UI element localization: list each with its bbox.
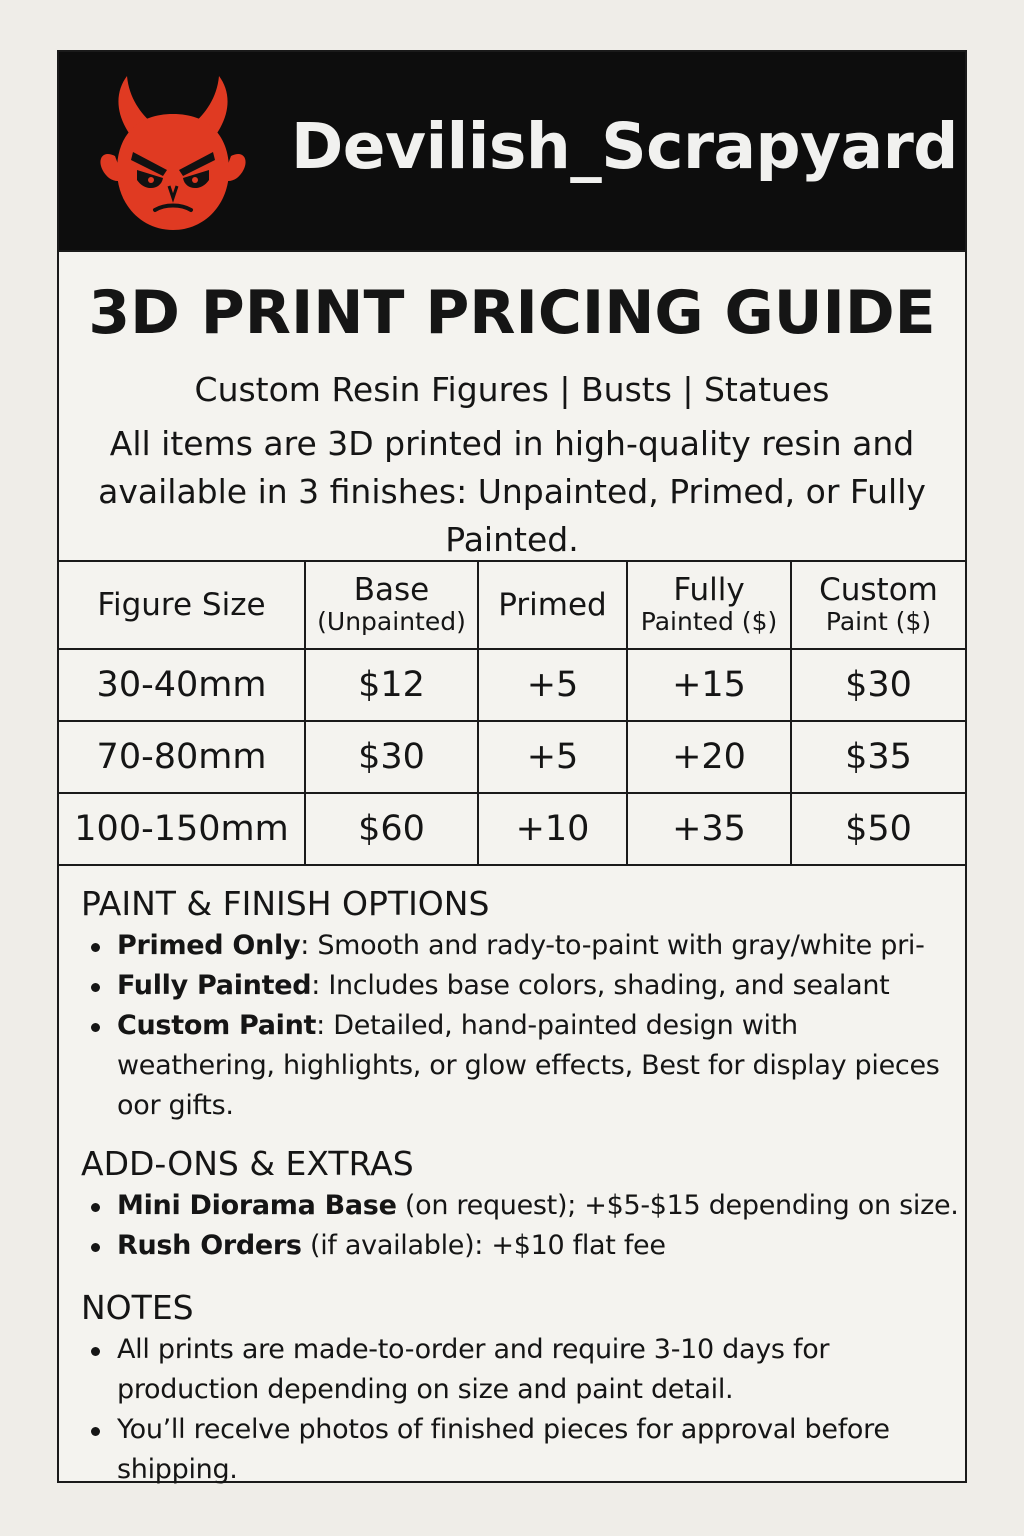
description: All items are 3D printed in high-quality resin and available in 3 finishes: Unpainted, Primed, or Fully Painted. [98,424,926,559]
table-row [59,721,965,793]
brand-name: Devilish_Scrapyard [291,110,958,183]
devil-head-icon [93,74,253,234]
table-cell: +10 [478,793,627,865]
table-row [59,793,965,865]
intro-section [59,250,965,562]
list-item [81,1226,961,1266]
table-cell: +35 [627,793,791,865]
item-text: (if available): +$10 flat fee [301,1230,666,1261]
table-cell: 100-150mm [59,793,305,865]
table-cell: +5 [478,649,627,721]
table-cell: +15 [627,649,791,721]
list-item: Custom Paint: Detailed, hand-painted design with weathering, highlights, or glow effects, Best for display pieces oor gifts. [81,1006,961,1126]
table-cell: $60 [305,793,478,865]
list-item: You’ll recelve photos of finished pieces for approval before shipping. [81,1410,961,1490]
table-cell: $35 [791,721,965,793]
table-cell: $30 [305,721,478,793]
item-text: Detailed, hand-painted design with weathering, highlights, or glow effects, Best for display pieces oor gifts. [117,1010,940,1121]
addons-list [81,1186,961,1266]
header-primed: Primed [478,562,627,649]
header-fully-painted: Fully Painted ($) [627,562,791,649]
item-label: Mini Diorama Base [117,1190,397,1221]
item-text: Includes base colors, shading, and sealant [320,970,890,1001]
details-section [81,884,961,1490]
paint-options-list [81,926,961,1126]
table-cell: $12 [305,649,478,721]
item-label: Custom Paint [117,1010,317,1041]
table-cell: +5 [478,721,627,793]
item-text: (on request); +$5-$15 depending on size. [396,1190,959,1221]
page-title: 3D PRINT PRICING GUIDE [88,278,936,348]
table-cell: $50 [791,793,965,865]
item-text: Smooth and rady-to-paint with gray/white pri- [309,930,925,961]
notes-list [81,1330,961,1490]
header-custom-paint: Custom Paint ($) [791,562,965,649]
list-item: Primed Only: Smooth and rady-to-paint with gray/white pri- [81,926,961,966]
pricing-card [57,50,967,1483]
header-figure-size: Figure Size [59,562,305,649]
item-label: Primed Only [117,930,301,961]
table-row [59,649,965,721]
item-label: Fully Painted [117,970,312,1001]
list-item: All prints are made-to-order and require 3-10 days for production depending on size and paint detail. [81,1330,961,1410]
item-label: Rush Orders [117,1230,302,1261]
table-cell: 70-80mm [59,721,305,793]
list-item: Fully Painted: Includes base colors, shading, and sealant [81,966,961,1006]
table-cell: $30 [791,649,965,721]
pricing-table [59,562,965,866]
table-cell: +20 [627,721,791,793]
table-header-row [59,562,965,649]
paint-options-heading: PAINT & FINISH OPTIONS [81,884,490,923]
list-item [81,1186,961,1226]
notes-heading: NOTES [81,1288,194,1327]
addons-heading: ADD-ONS & EXTRAS [81,1144,414,1183]
header-base: Base (Unpainted) [305,562,478,649]
table-cell: 30-40mm [59,649,305,721]
subtitle: Custom Resin Figures | Busts | Statues [194,370,830,409]
brand-header [59,52,965,250]
